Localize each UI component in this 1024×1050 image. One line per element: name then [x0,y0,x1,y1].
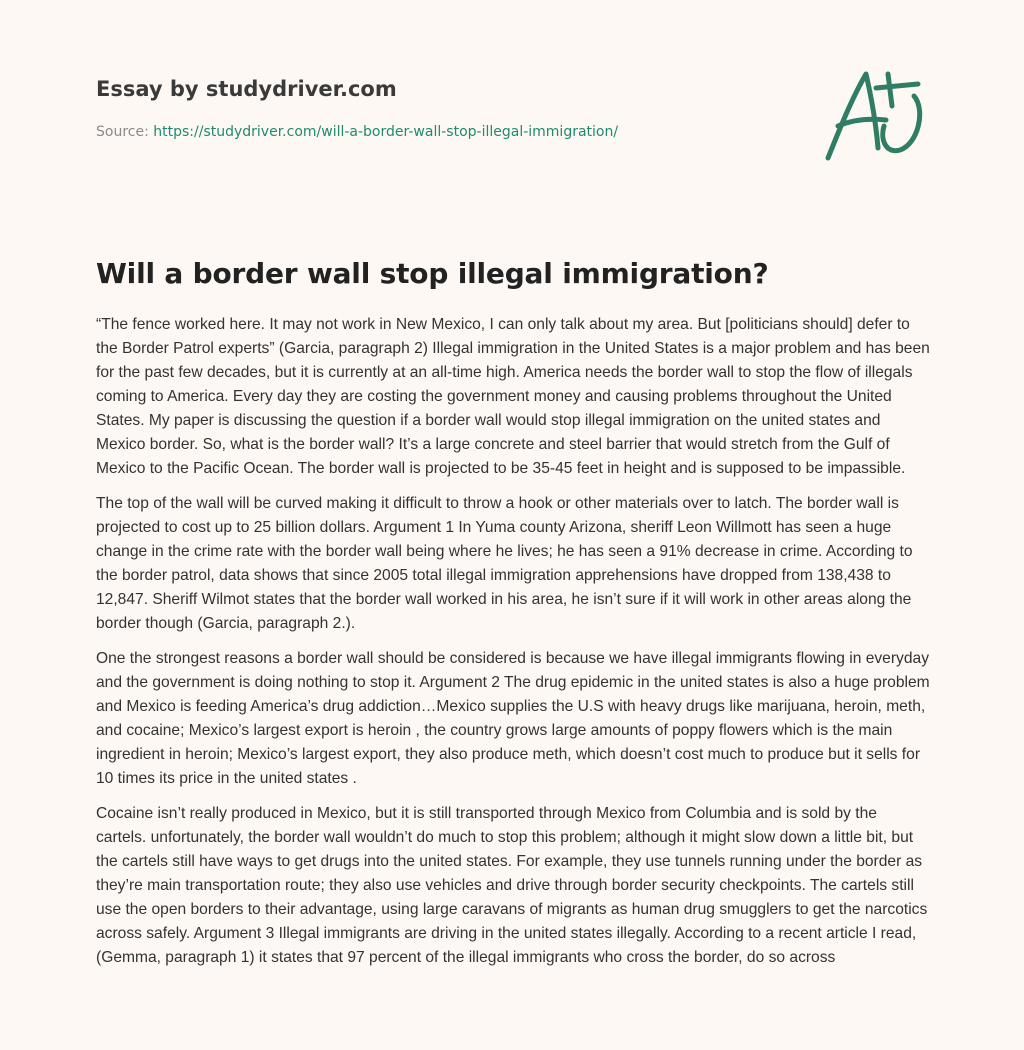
logo-a-stroke [828,74,878,158]
essay-paragraph: One the strongest reasons a border wall should be considered is because we have illegal immigrants flowing in everyday and the government is doing nothing to stop it. Argument 2 The drug epidemic in the united states is also a huge problem and Mexico is feeding America’s drug addiction…Mexico supplies the U.S with heavy drugs like marijuana, heroin, meth, and cocaine; Mexico’s largest export is heroin , the country grows large amounts of poppy flowers which is the main ingredient in heroin; Mexico’s largest export, they also produce meth, which doesn’t cost much to produce but it sells for 10 times its price in the united states . [96,650,930,787]
source-line [96,122,796,142]
site-name: Essay by studydriver.com [96,77,397,101]
essay-header [96,74,796,142]
source-link[interactable]: https://studydriver.com/will-a-border-wall-stop-illegal-immigration/ [153,124,619,140]
essay-paragraph: The top of the wall will be curved making it difficult to throw a hook or other materials over to latch. The border wall is projected to cost up to 25 billion dollars. Argument 1 In Yuma county Arizona, sheriff Leon Willmott has seen a huge change in the crime rate with the border wall being where he lives; he has seen a 91% decrease in crime. According to the border patrol, data shows that since 2005 total illegal immigration apprehensions have dropped from 138,438 to 12,847. Sheriff Wilmot states that the border wall worked in his area, he isn’t sure if it will work in other areas along the border though (Garcia, paragraph 2.). [96,495,913,632]
logo-swoosh [883,96,920,151]
logo-plus-horizontal [876,84,918,88]
essay-body [96,313,931,981]
essay-paragraph: “The fence worked here. It may not work in New Mexico, I can only talk about my area. But [politicians should] defer to the Border Patrol experts” (Garcia, paragraph 2) Illegal immigration in the United States is a major problem and has been for the past few decades, but it is currently at an all-time high. America needs the border wall to stop the flow of illegals coming to America. Every day they are costing the government money and causing problems throughout the United States. My paper is discussing the question if a border wall would stop illegal immigration on the united states and Mexico border. So, what is the border wall? It’s a large concrete and steel barrier that would stretch from the Gulf of Mexico to the Pacific Ocean. The border wall is projected to be 35-45 feet in height and is supposed to be impassible. [96,316,930,477]
logo-plus-vertical [888,74,892,106]
source-label: Source: [96,124,149,140]
a-plus-logo-icon [818,62,930,168]
essay-title: Will a border wall stop illegal immigration? [96,257,769,290]
essay-paragraph: Cocaine isn’t really produced in Mexico, but it is still transported through Mexico from Columbia and is sold by the cartels. unfortunately, the border wall wouldn’t do much to stop this problem; although it might slow down a little bit, but the cartels still have ways to get drugs into the united states. For example, they use tunnels running under the border as they’re main transportation route; they also use vehicles and drive through border security checkpoints. The cartels still use the open borders to their advantage, using large caravans of migrants as human drug smugglers to get the narcotics across safely. Argument 3 Illegal immigrants are driving in the united states illegally. According to a recent article I read, (Gemma, paragraph 1) it states that 97 percent of the illegal immigrants who cross the border, do so across [96,805,928,966]
a-plus-logo-svg [818,62,930,168]
